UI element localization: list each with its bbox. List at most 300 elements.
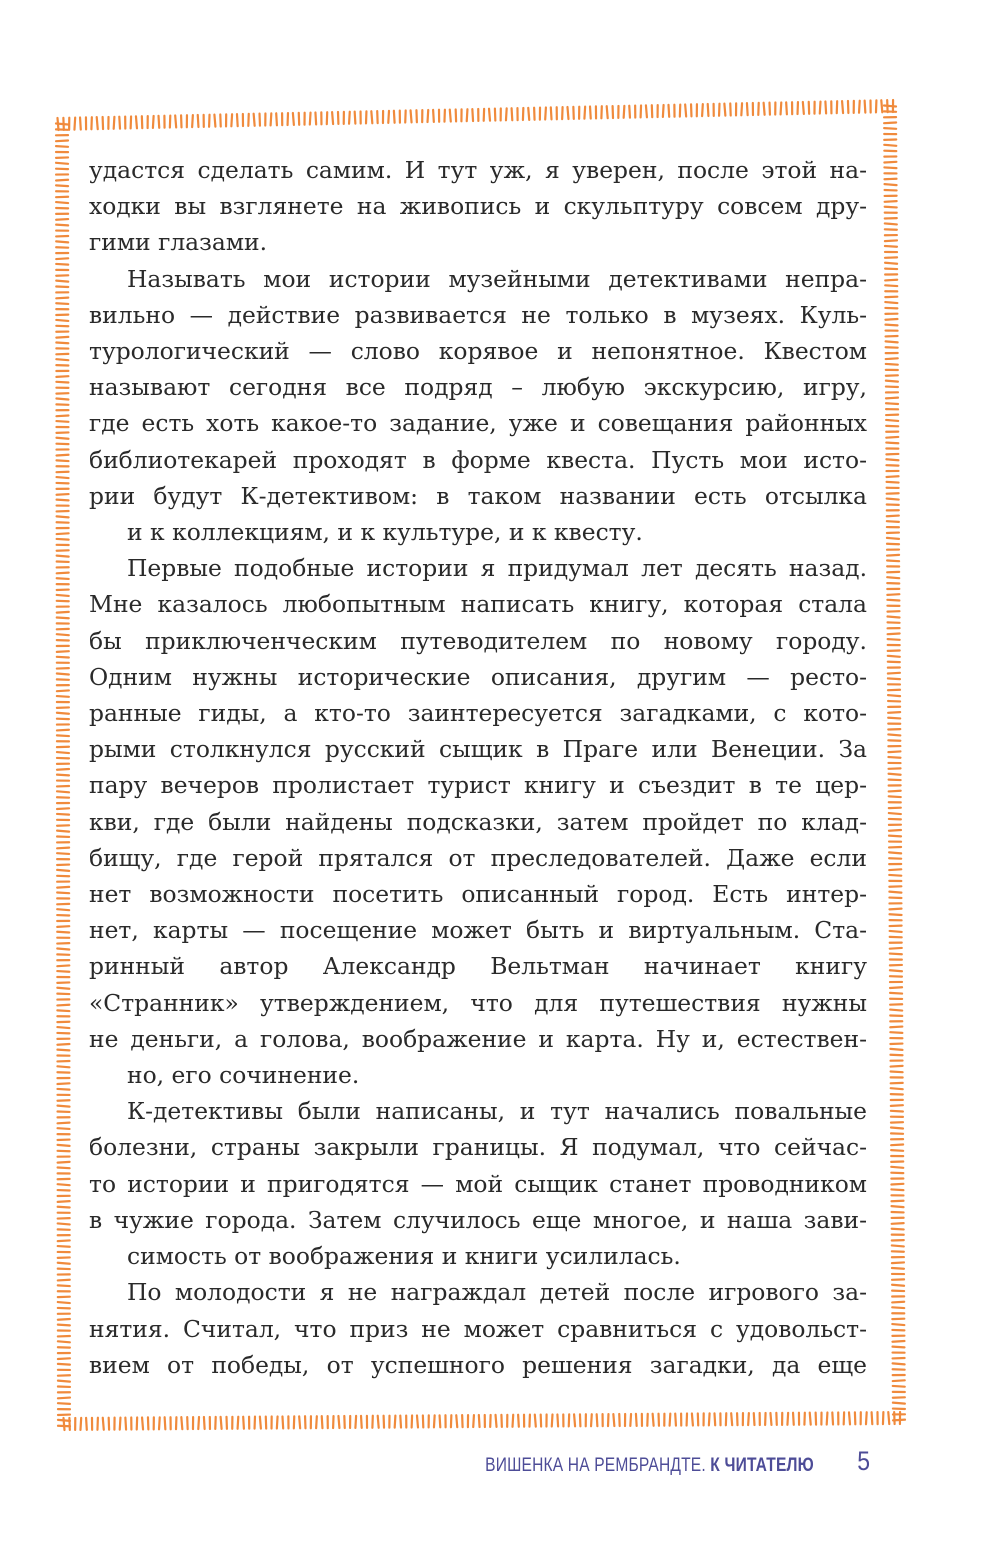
frame-hatch-line [888,712,900,713]
frame-hatch-line [754,1413,755,1425]
frame-hatch-line [58,1240,70,1241]
frame-hatch-line [892,1307,904,1308]
frame-hatch-line [892,1341,904,1342]
frame-hatch-line [893,1386,905,1387]
frame-hatch-line [886,420,898,421]
frame-hatch-line [518,1415,519,1427]
frame-hatch-line [663,105,664,117]
frame-hatch-line [371,111,372,123]
frame-hatch-line [56,219,68,220]
frame-hatch-line [472,109,473,121]
frame-hatch-line [803,102,804,114]
frame-hatch-line [866,1412,867,1424]
frame-hatch-line [892,1206,904,1207]
frame-hatch-line [668,105,669,117]
frame-hatch-line [892,1229,904,1230]
frame-hatch-line [57,909,69,910]
frame-hatch-line [872,1412,873,1424]
frame-hatch-line [57,634,69,635]
frame-hatch-line [893,1347,905,1348]
frame-hatch-line [887,476,899,477]
frame-hatch-line [56,180,68,181]
frame-hatch-line [57,848,69,849]
frame-hatch-line [57,556,69,557]
frame-hatch-line [434,1415,435,1427]
text-line: нятия. Считал, что приз не может сравниться с удовольст- [89,1314,867,1343]
frame-hatch-line [887,516,899,517]
frame-hatch-line [885,184,897,185]
frame-hatch-line [56,202,68,203]
frame-hatch-line [891,1144,903,1145]
frame-hatch-line [378,1416,379,1428]
frame-hatch-line [881,100,882,112]
text-line: пару вечеров пролистает турист книгу и съездит в те цер- [89,771,867,800]
frame-hatch-line [57,595,69,596]
frame-hatch-line [886,403,898,404]
frame-hatch-line [888,678,900,679]
frame-hatch-line [889,796,901,797]
frame-hatch-line [709,1413,710,1425]
frame-hatch-line [159,116,160,128]
frame-hatch-line [57,887,69,888]
frame-hatch-line [56,258,68,259]
frame-hatch-line [57,713,69,714]
text-line: Одним нужны исторические описания, другим — ресто- [89,662,867,691]
frame-hatch-line [892,1285,904,1286]
frame-hatch-line [57,612,69,613]
frame-hatch-line [57,769,69,770]
frame-hatch-line [456,1415,457,1427]
frame-hatch-line [450,110,451,122]
frame-hatch-line [886,364,898,365]
frame-hatch-line [58,1319,70,1320]
frame-hatch-line [890,954,902,955]
frame-hatch-line [322,1416,323,1428]
frame-hatch-line [885,246,897,247]
paragraph [89,261,867,551]
frame-hatch-line [198,1417,199,1429]
frame-hatch-line [57,539,69,540]
text-line: нет возможности посетить описанный город. Есть интер- [89,880,867,909]
frame-hatch-line [440,1415,441,1427]
frame-hatch-line [889,892,901,893]
frame-hatch-line [887,555,899,556]
frame-hatch-line [827,1413,828,1425]
frame-hatch-line [56,337,68,338]
text-line: бы приключенческим путеводителем по новому городу. [89,626,867,655]
frame-hatch-line [237,114,238,126]
frame-hatch-line [56,421,68,422]
frame-hatch-line [57,500,69,501]
frame-hatch-line [56,382,68,383]
frame-hatch-line [892,1262,904,1263]
frame-hatch-line [653,1414,654,1426]
frame-hatch-line [58,1341,70,1342]
frame-hatch-line [57,775,69,776]
frame-hatch-line [891,1167,903,1168]
text-line: ринный автор Александр Вельтман начинает книгу [89,952,867,981]
frame-hatch-line [890,1010,902,1011]
frame-hatch-line [57,455,69,456]
running-title [485,1455,814,1477]
frame-hatch-line [165,1417,166,1429]
text-line: удастся сделать самим. И тут уж, я уверен, после этой на- [89,156,867,184]
frame-hatch-line [629,106,630,118]
frame-hatch-line [888,695,900,696]
text-line: где есть хоть какое-то задание, уже и совещания районных [89,409,867,438]
frame-hatch-line [885,285,897,286]
paragraph [89,152,867,261]
frame-hatch-line [891,1150,903,1151]
frame-hatch-line [119,117,120,129]
frame-hatch-line [884,162,896,163]
frame-hatch-line [708,104,709,116]
frame-hatch-line [888,718,900,719]
frame-hatch-line [316,1416,317,1428]
frame-hatch-line [886,358,898,359]
frame-hatch-line [842,101,843,113]
frame-hatch-line [136,116,137,128]
frame-hatch-line [888,617,900,618]
frame-hatch-line [887,499,899,500]
frame-hatch-line [74,118,75,130]
frame-hatch-line [885,263,897,264]
frame-hatch-line [57,690,69,691]
frame-hatch-line [890,1049,902,1050]
frame-hatch-line [885,201,897,202]
frame-hatch-line [57,657,69,658]
frame-hatch-line [56,241,68,242]
frame-hatch-line [646,105,647,117]
frame-hatch-line [886,381,898,382]
frame-hatch-line [636,1414,637,1426]
frame-hatch-line [886,325,898,326]
frame-hatch-line [891,1088,903,1089]
frame-hatch-line [204,1417,205,1429]
frame-hatch-line [535,1415,536,1427]
frame-hatch-line [58,1302,70,1303]
frame-hatch-line [889,869,901,870]
frame-hatch-line [58,1403,70,1404]
frame-hatch-line [97,117,98,129]
frame-hatch-line [887,538,899,539]
frame-hatch-line [271,113,272,125]
frame-hatch-line [57,752,69,753]
frame-hatch-line [890,914,902,915]
frame-hatch-line [57,618,69,619]
frame-hatch-line [58,1145,70,1146]
running-title-section: К ЧИТАТЕЛЮ [710,1455,814,1476]
frame-hatch-line [417,1415,418,1427]
frame-hatch-line [57,791,69,792]
frame-hatch-line [891,1111,903,1112]
frame-hatch-line [885,319,897,320]
text-line: называют сегодня все подряд – любую экскурсию, игру, [89,373,867,402]
frame-hatch-line [590,107,591,119]
frame-hatch-line [888,639,900,640]
main-text [89,152,867,1383]
frame-hatch-line [887,600,899,601]
frame-hatch-line [886,443,898,444]
frame-hatch-line [702,104,703,116]
frame-hatch-line [884,122,896,123]
frame-hatch-line [56,163,68,164]
frame-hatch-line [891,1105,903,1106]
frame-hatch-line [56,225,68,226]
frame-hatch-line [58,1420,70,1421]
frame-hatch-line [355,1416,356,1428]
frame-hatch-line [889,875,901,876]
frame-hatch-line [748,1413,749,1425]
frame-hatch-line [885,302,897,303]
frame-hatch-line [310,113,311,125]
frame-hatch-line [888,1412,889,1424]
frame-hatch-line [57,460,69,461]
frame-hatch-line [884,167,896,168]
frame-hatch-line [886,459,898,460]
frame-hatch-line [890,1027,902,1028]
frame-hatch-line [56,438,68,439]
frame-hatch-line [545,107,546,119]
frame-hatch-line [57,932,69,933]
paragraph [89,1274,867,1383]
frame-hatch-line [57,965,69,966]
text-line: Мне казалось любопытным написать книгу, которая стала [89,590,867,619]
frame-hatch-line [57,870,69,871]
frame-hatch-line [613,1414,614,1426]
frame-hatch-line [685,104,686,116]
text-line: По молодости я не награждал детей после игрового за- [127,1278,867,1307]
frame-hatch-line [893,1420,905,1421]
text-line: Первые подобные истории я придумал лет десять назад. [127,554,867,583]
frame-hatch-line [584,107,585,119]
frame-hatch-line [214,115,215,127]
frame-hatch-line [58,1358,70,1359]
frame-hatch-line [57,971,69,972]
frame-hatch-line [849,1412,850,1424]
frame-hatch-line [770,1413,771,1425]
text-line: симость от воображения и книги усилилась. [127,1242,681,1271]
frame-hatch-line [56,124,68,125]
frame-hatch-line [80,118,81,130]
frame-hatch-line [299,1416,300,1428]
frame-hatch-line [479,1415,480,1427]
frame-hatch-line [884,106,896,107]
frame-hatch-line [57,1044,69,1045]
text-line: ранные гиды, а кто-то заинтересуется загадками, с кото- [89,699,867,728]
frame-hatch-line [567,107,568,119]
text-line: кви, где были найдены подсказки, затем пройдет по клад- [89,807,867,836]
frame-hatch-line [574,1414,575,1426]
frame-hatch-line [624,106,625,118]
frame-hatch-line [338,1416,339,1428]
frame-hatch-line [887,594,899,595]
frame-hatch-line [58,1128,70,1129]
frame-hatch-line [125,1418,126,1430]
frame-hatch-line [557,1414,558,1426]
frame-hatch-line [57,1010,69,1011]
text-line: турологический — слово корявое и непонятное. Квестом [89,337,867,366]
frame-hatch-line [57,926,69,927]
frame-hatch-line [332,112,333,124]
text-line: не деньги, а голова, воображение и карта. Ну и, естествен- [89,1024,867,1053]
text-line: и к коллекциям, и к культуре, и к квесту. [127,518,643,547]
text-line: вильно — действие развивается не только в музеях. Куль- [89,300,867,329]
frame-hatch-line [153,116,154,128]
frame-hatch-line [865,101,866,113]
frame-hatch-line [221,1417,222,1429]
frame-hatch-line [57,814,69,815]
frame-hatch-line [80,1418,81,1430]
frame-hatch-line [58,1223,70,1224]
text-line: вием от победы, от успешного решения загадки, да еще [89,1350,867,1379]
frame-hatch-line [832,1412,833,1424]
frame-hatch-line [57,988,69,989]
frame-hatch-line [607,106,608,118]
frame-hatch-line [58,1325,70,1326]
frame-hatch-line [888,673,900,674]
frame-hatch-line [888,757,900,758]
frame-hatch-line [57,1050,69,1051]
frame-hatch-line [56,320,68,321]
frame-hatch-line [57,1083,69,1084]
frame-hatch-line [349,112,350,124]
frame-hatch-line [57,892,69,893]
frame-hatch-line [891,1128,903,1129]
frame-hatch-line [56,281,68,282]
frame-hatch-line [887,560,899,561]
frame-hatch-line [260,1417,261,1429]
frame-hatch-line [747,103,748,115]
frame-hatch-line [159,1417,160,1429]
frame-hatch-line [57,696,69,697]
frame-hatch-line [388,111,389,123]
frame-hatch-line [859,101,860,113]
frame-hatch-line [891,1066,903,1067]
frame-hatch-line [57,1005,69,1006]
frame-hatch-line [473,1415,474,1427]
frame-hatch-line [57,730,69,731]
frame-hatch-line [825,101,826,113]
frame-hatch-line [890,931,902,932]
frame-hatch-line [888,751,900,752]
frame-hatch-line [114,117,115,129]
frame-hatch-line [888,633,900,634]
frame-hatch-line [885,207,897,208]
frame-hatch-line [56,185,68,186]
frame-hatch-line [889,830,901,831]
frame-hatch-line [57,477,69,478]
frame-hatch-line [889,836,901,837]
frame-hatch-line [890,909,902,910]
frame-hatch-line [886,341,898,342]
frame-hatch-line [741,103,742,115]
frame-hatch-line [411,110,412,122]
frame-hatch-line [58,1398,70,1399]
frame-hatch-line [181,1417,182,1429]
frame-hatch-line [142,1417,143,1429]
frame-hatch-line [58,1263,70,1264]
frame-hatch-line [889,774,901,775]
frame-hatch-line [56,376,68,377]
frame-hatch-line [57,853,69,854]
frame-hatch-line [355,112,356,124]
frame-hatch-line [885,223,897,224]
frame-hatch-line [889,791,901,792]
frame-hatch-line [57,516,69,517]
frame-hatch-line [551,107,552,119]
frame-hatch-line [58,1106,70,1107]
frame-hatch-line [57,651,69,652]
frame-hatch-line [884,145,896,146]
frame-hatch-line [361,1416,362,1428]
frame-hatch-line [891,1071,903,1072]
frame-hatch-line [433,110,434,122]
frame-hatch-line [57,735,69,736]
frame-hatch-line [884,128,896,129]
frame-hatch-line [781,102,782,114]
frame-hatch-line [892,1324,904,1325]
frame-hatch-line [724,104,725,116]
frame-hatch-line [56,264,68,265]
frame-hatch-line [552,1414,553,1426]
frame-hatch-line [175,115,176,127]
frame-hatch-line [282,1416,283,1428]
text-line: бищу, где герой прятался от преследователей. Даже если [89,843,867,872]
frame-hatch-line [891,1189,903,1190]
frame-hatch-line [198,115,199,127]
frame-hatch-line [887,482,899,483]
frame-hatch-line [428,110,429,122]
text-line: рии будут К-детективом: в таком названии есть отсылка [89,481,867,510]
frame-hatch-line [58,1364,70,1365]
text-line: гими глазами. [89,228,268,257]
frame-hatch-line [243,1417,244,1429]
frame-hatch-line [315,112,316,124]
frame-hatch-line [86,1418,87,1430]
running-title-book: ВИШЕНКА НА РЕМБРАНДТЕ. [485,1455,706,1476]
frame-hatch-line [57,948,69,949]
text-line: нет, карты — посещение может быть и виртуальным. Ста- [89,916,867,945]
frame-hatch-line [56,415,68,416]
frame-hatch-line [467,109,468,121]
frame-hatch-line [56,303,68,304]
frame-hatch-line [58,1123,70,1124]
frame-hatch-line [888,734,900,735]
frame-hatch-line [591,1414,592,1426]
frame-hatch-line [528,108,529,120]
frame-hatch-line [886,398,898,399]
page-number: 5 [857,1446,870,1476]
frame-hatch-line [886,437,898,438]
frame-hatch-line [57,1066,69,1067]
frame-hatch-line [885,240,897,241]
text-line: то истории и пригодятся — мой сыщик станет проводником [89,1169,867,1198]
text-line: рыми столкнулся русский сыщик в Праге или Венеции. За [89,735,867,764]
frame-hatch-line [630,1414,631,1426]
frame-hatch-line [57,808,69,809]
text-line: К-детективы были написаны, и тут начались повальные [127,1097,867,1126]
frame-hatch-line [231,114,232,126]
frame-hatch-line [764,103,765,115]
frame-hatch-line [889,813,901,814]
frame-hatch-line [890,970,902,971]
text-line: библиотекарей проходят в форме квеста. Пусть мои исто- [89,445,867,474]
frame-hatch-line [888,656,900,657]
frame-hatch-line [786,102,787,114]
frame-hatch-line [893,1403,905,1404]
frame-hatch-line [56,343,68,344]
